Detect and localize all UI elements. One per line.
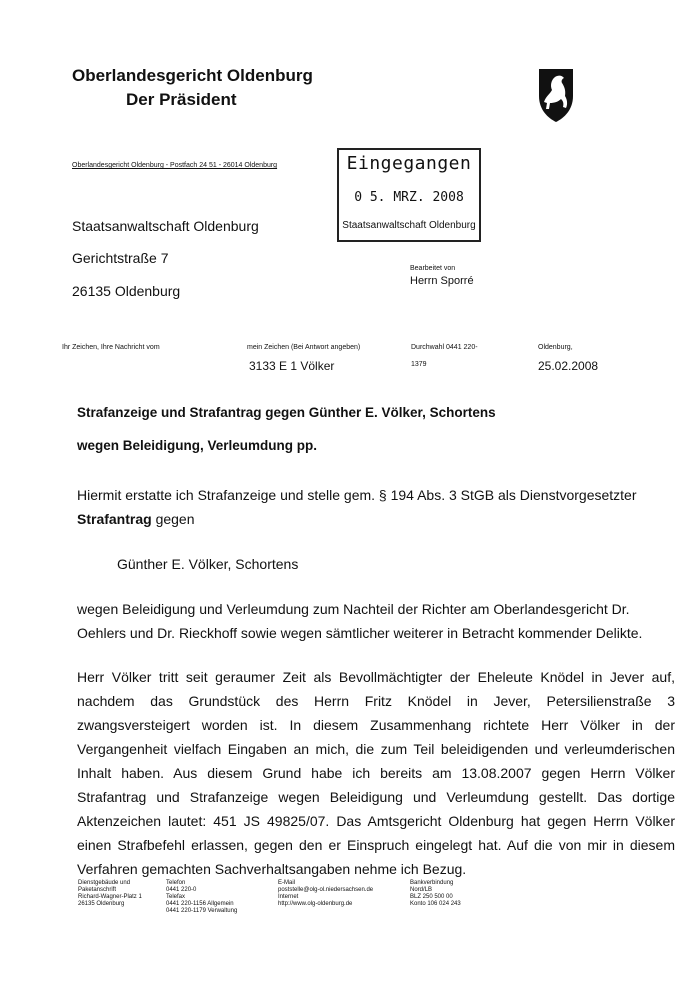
paragraph-1-rest: gegen xyxy=(151,511,195,527)
stamp-title: Eingegangen xyxy=(346,153,472,174)
footer-text: Konto 106 024 243 xyxy=(410,901,461,907)
coat-of-arms-icon xyxy=(536,66,576,124)
paragraph-3-line: Inhalt haben. Aus diesem Grund habe ich bereits am 13.08.2007 gegen Herrn Völker xyxy=(77,765,675,781)
footer-text: 26135 Oldenburg xyxy=(78,901,125,907)
footer-text: Nord/LB xyxy=(410,887,433,893)
footer-text: Richard-Wagner-Platz 1 xyxy=(78,894,142,900)
received-stamp xyxy=(337,148,481,242)
paragraph-3-line: Aktenzeichen lautet: 451 JS 49825/07. Das Amtsgericht Oldenburg hat gegen Herrn Völker xyxy=(77,813,675,829)
paragraph-3-last-line: Verfahren gemachten Sachverhaltsangaben nehme ich Bezug. xyxy=(77,861,467,877)
paragraph-1-line-2 xyxy=(77,507,675,531)
footer-text: Telefax xyxy=(166,894,186,900)
paragraph-3-line: zwangsversteigert worden ist. In diesem Zusammenhang richtete Herr Völker in der xyxy=(77,717,675,733)
paragraph-3-line: nachdem das Grundstück des Herrn Fritz Knödel in Jever, Petersilienstraße 3 xyxy=(77,693,675,709)
stamp-date: 0 5. MRZ. 2008 xyxy=(354,190,464,205)
footer-text: 0441 220-1179 Verwaltung xyxy=(166,908,238,914)
footer-address xyxy=(78,880,142,908)
footer-contact xyxy=(278,880,373,908)
court-president: Der Präsident xyxy=(126,90,237,109)
paragraph-3-line: Herr Völker tritt seit geraumer Zeit als Bevollmächtigter der Eheleute Knödel in Jever auf, xyxy=(77,669,675,685)
paragraph-3 xyxy=(77,665,675,881)
stamp-place: Staatsanwaltschaft Oldenburg xyxy=(342,220,476,231)
paragraph-2 xyxy=(77,597,675,645)
footer-text: BLZ 250 500 00 xyxy=(410,894,453,900)
footer-email[interactable]: poststelle@olg-ol.niedersachsen.de xyxy=(278,887,374,893)
your-ref-label: Ihr Zeichen, Ihre Nachricht vom xyxy=(62,344,160,351)
place-label: Oldenburg, xyxy=(538,344,573,351)
recipient-name: Staatsanwaltschaft Oldenburg xyxy=(72,218,259,234)
paragraph-2-line-1: wegen Beleidigung und Verleumdung zum Nachteil der Richter am Oberlandesgericht Dr. xyxy=(77,601,630,617)
my-ref-value: 3133 E 1 Völker xyxy=(249,359,335,373)
footer-text: 0441 220-0 xyxy=(166,887,197,893)
court-name: Oberlandesgericht Oldenburg xyxy=(72,66,313,85)
paragraph-1-line-1: Hiermit erstatte ich Strafanzeige und stelle gem. § 194 Abs. 3 StGB als Dienstvorgesetzter xyxy=(77,487,637,503)
letterhead xyxy=(72,64,313,112)
phone-value: 1379 xyxy=(411,361,427,368)
footer-website-link[interactable]: http://www.olg-oldenburg.de xyxy=(278,901,353,907)
recipient-city: 26135 Oldenburg xyxy=(72,283,181,299)
paragraph-3-line: einen Strafbefehl erlassen, gegen den er Einspruch eingelegt hat. Auf die von mir in diesem xyxy=(77,837,675,853)
paragraph-3-line: Strafantrag und Strafanzeige wegen Beleidigung und Verleumdung gestellt. Das dortige xyxy=(77,789,675,805)
recipient-street: Gerichtstraße 7 xyxy=(72,250,169,266)
handler-label: Bearbeitet von xyxy=(410,265,456,272)
subject-line-1: Strafanzeige und Strafantrag gegen Günther E. Völker, Schortens xyxy=(77,405,496,420)
handler-name: Herrn Sporré xyxy=(410,275,474,287)
footer-bank xyxy=(410,880,461,908)
footer-text: E-Mail xyxy=(278,880,296,886)
paragraph-1 xyxy=(77,483,675,531)
sender-line: Oberlandesgericht Oldenburg - Postfach 24 51 - 26014 Oldenburg xyxy=(72,162,278,169)
paragraph-3-line: Vergangenheit vielfach Eingaben an mich, die zum Teil beleidigenden und verleumderischen xyxy=(77,741,675,757)
strafantrag-bold: Strafantrag xyxy=(77,511,152,527)
paragraph-2-line-2: Oehlers und Dr. Rieckhoff sowie wegen sämtlicher weiterer in Betracht kommender Delikte. xyxy=(77,625,643,641)
footer-text: Bankverbindung xyxy=(410,880,454,886)
footer-text: Telefon xyxy=(166,880,186,886)
footer-text: Dienstgebäude und xyxy=(78,880,131,886)
footer-phone xyxy=(166,880,237,915)
footer-text: 0441 220-1156 Allgemein xyxy=(166,901,234,907)
footer-text: Paketanschrift xyxy=(78,887,117,893)
accused-name: Günther E. Völker, Schortens xyxy=(117,556,299,572)
letter-date: 25.02.2008 xyxy=(538,359,599,373)
phone-label: Durchwahl 0441 220- xyxy=(411,344,478,351)
my-ref-label: mein Zeichen (Bei Antwort angeben) xyxy=(247,344,361,351)
footer-text: Internet xyxy=(278,894,299,900)
subject-line-2: wegen Beleidigung, Verleumdung pp. xyxy=(77,438,318,453)
